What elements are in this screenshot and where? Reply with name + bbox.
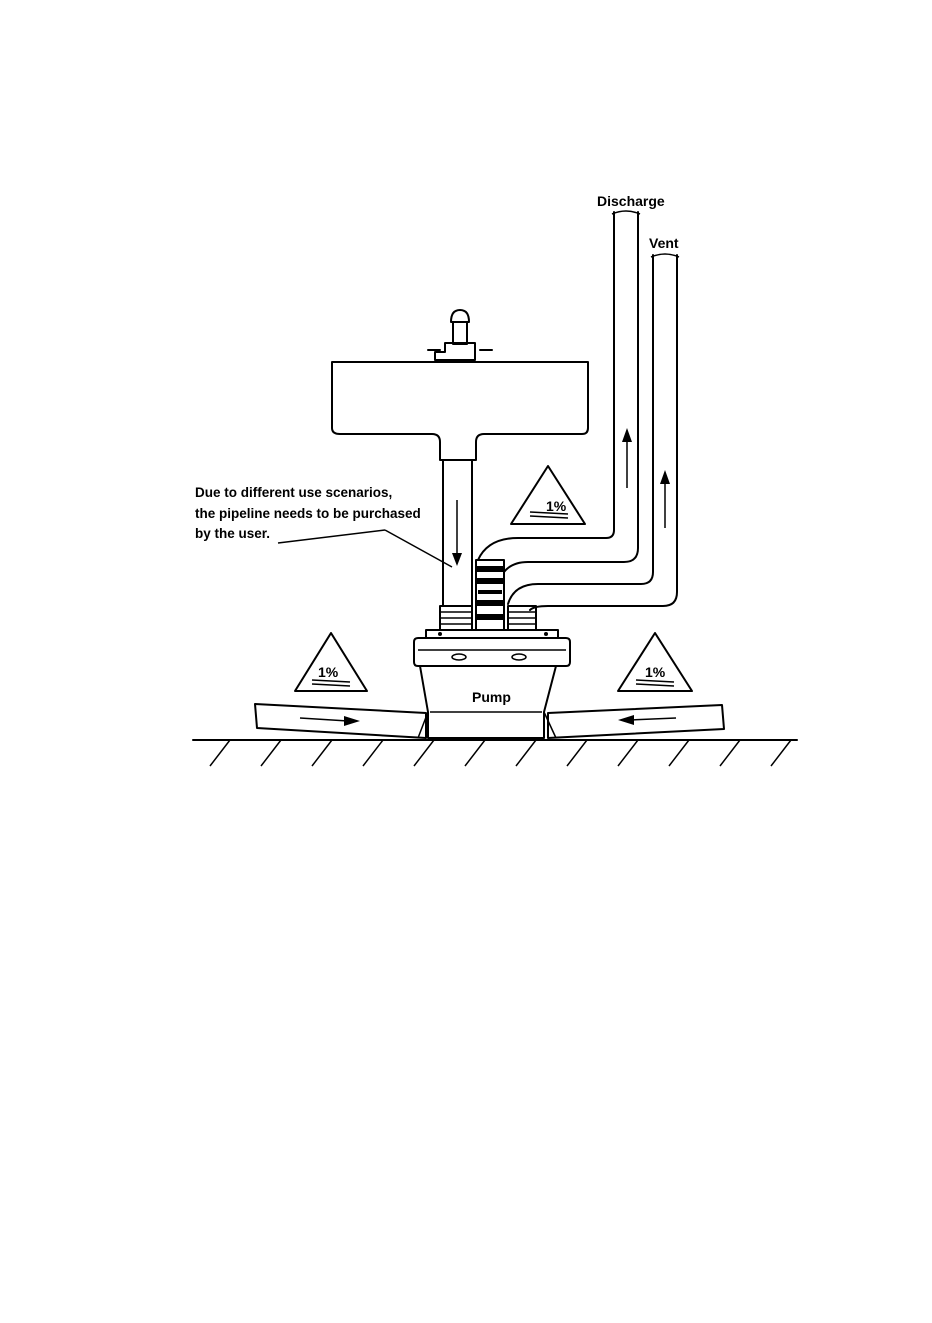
- pipeline-note: [195, 485, 452, 567]
- slope-label-right: 1%: [645, 664, 666, 680]
- inlet-pipe-right: [548, 705, 724, 738]
- note-line-3: by the user.: [195, 526, 271, 541]
- note-leader-line: [278, 530, 385, 543]
- discharge-label: Discharge: [597, 193, 665, 209]
- slope-marker-right: [618, 633, 692, 691]
- inlet-pipe-left: [255, 704, 426, 738]
- slope-marker-center: [511, 466, 585, 524]
- slope-marker-left: [295, 633, 367, 691]
- slope-label-center: 1%: [546, 498, 567, 514]
- pipe-couplings: [440, 560, 536, 630]
- pump-unit: [414, 630, 570, 738]
- drain-pipe: [443, 460, 472, 606]
- note-line-1: Due to different use scenarios,: [195, 485, 393, 500]
- vent-pipe: [508, 254, 679, 610]
- pump-label: Pump: [472, 689, 511, 705]
- slope-label-left: 1%: [318, 664, 339, 680]
- faucet-icon: [428, 310, 492, 360]
- washbasin: [332, 310, 588, 460]
- vent-label: Vent: [649, 235, 679, 251]
- floor: [193, 740, 797, 766]
- note-line-2: the pipeline needs to be purchased: [195, 506, 421, 521]
